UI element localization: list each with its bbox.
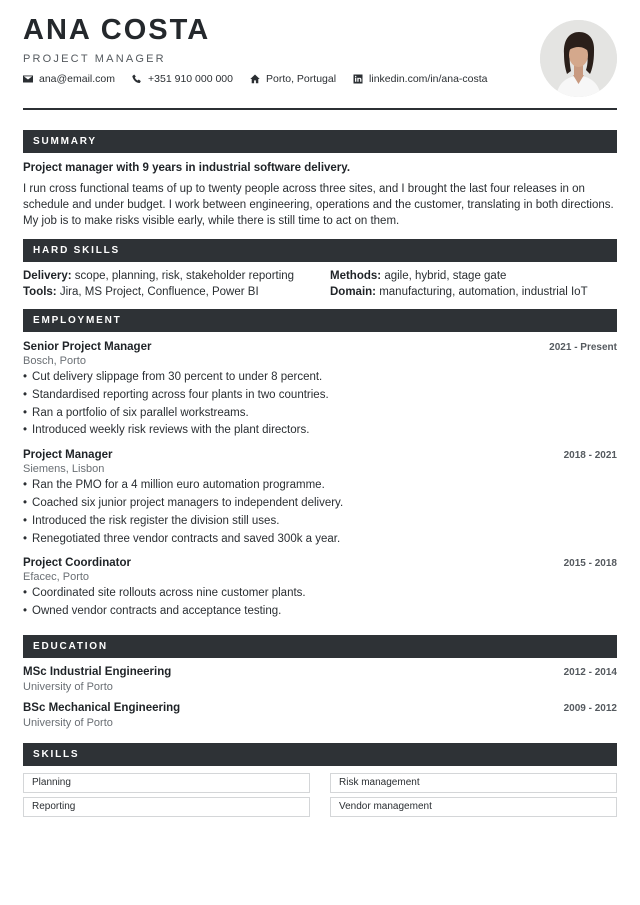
- job-bullet: • Standardised reporting across four plants in two countries.: [23, 387, 617, 405]
- job-title: Project Coordinator: [23, 557, 131, 570]
- linkedin-icon: [353, 74, 363, 84]
- job-title: Senior Project Manager: [23, 341, 152, 353]
- hard-skill-value: manufacturing, automation, industrial IoT: [379, 286, 588, 298]
- summary-text: I run cross functional teams of up to twenty people across three sites, and I brought the last four releases in on schedule and under budget. I work between engineering, operations and the customer, translating in both directions. My job is to make risks visible early, while there is still time to act on them.: [23, 183, 614, 227]
- contact-email[interactable]: [23, 73, 115, 85]
- contact-linkedin[interactable]: [353, 73, 487, 85]
- job-bullets: [23, 369, 617, 440]
- degree-dates: 2009 - 2012: [563, 702, 617, 714]
- degree-title: MSc Industrial Engineering: [23, 665, 172, 678]
- summary-lead: Project manager with 9 years in industrial software delivery.: [23, 162, 351, 174]
- hard-skill-item: [23, 286, 330, 298]
- skill-tag: Vendor management: [330, 797, 617, 817]
- degree-title: BSc Mechanical Engineering: [23, 701, 181, 714]
- hard-skill-value: scope, planning, risk, stakeholder reporting: [74, 270, 295, 282]
- job-entry: [23, 449, 617, 548]
- hard-skill-label: Tools:: [23, 286, 57, 298]
- job-bullet: • Ran the PMO for a 4 million euro automation programme.: [23, 477, 617, 495]
- job-entry: [23, 341, 617, 440]
- contact-phone-text: +351 910 000 000: [148, 73, 233, 85]
- education-entry: [23, 666, 617, 693]
- job-bullet: • Coordinated site rollouts across nine customer plants.: [23, 585, 617, 603]
- job-title: Project Manager: [23, 449, 113, 462]
- job-bullet: • Coached six junior project managers to independent delivery.: [23, 495, 617, 513]
- job-company: Efacec, Porto: [23, 571, 90, 584]
- contact-phone[interactable]: [132, 73, 233, 85]
- hard-skill-value: agile, hybrid, stage gate: [384, 270, 507, 282]
- employment-heading: EMPLOYMENT: [23, 309, 617, 332]
- hard-skill-item: [330, 286, 617, 298]
- job-bullet: • Ran a portfolio of six parallel workstreams.: [23, 405, 617, 423]
- job-entry: [23, 557, 617, 621]
- skill-tag: Reporting: [23, 797, 310, 817]
- job-bullet: • Introduced the risk register the division still uses.: [23, 513, 617, 531]
- education-heading: EDUCATION: [23, 635, 617, 658]
- job-bullet: • Renegotiated three vendor contracts and saved 300k a year.: [23, 531, 617, 549]
- hard-skill-label: Domain:: [330, 286, 376, 298]
- candidate-name: ANA COSTA: [23, 14, 211, 46]
- job-dates: 2015 - 2018: [563, 558, 617, 570]
- degree-institution: University of Porto: [23, 680, 113, 693]
- education-entry: [23, 702, 617, 729]
- candidate-title: PROJECT MANAGER: [23, 53, 166, 65]
- mail-icon: [23, 74, 33, 84]
- hard-skill-label: Delivery:: [23, 270, 72, 282]
- hard-skill-label: Methods:: [330, 270, 382, 282]
- contact-location: [250, 73, 336, 85]
- job-bullet: • Owned vendor contracts and acceptance testing.: [23, 603, 617, 621]
- phone-icon: [132, 74, 142, 84]
- hard-skills-heading: HARD SKILLS: [23, 239, 617, 262]
- hard-skill-value: Jira, MS Project, Confluence, Power BI: [59, 286, 259, 298]
- degree-dates: 2012 - 2014: [563, 666, 617, 678]
- contact-row: [23, 73, 505, 85]
- skill-tag: Risk management: [330, 773, 617, 793]
- hard-skill-item: [330, 270, 617, 282]
- skill-tag: Planning: [23, 773, 310, 793]
- contact-linkedin-text: linkedin.com/in/ana-costa: [369, 73, 488, 85]
- header-divider: [23, 108, 617, 110]
- contact-email-text: ana@email.com: [39, 73, 116, 85]
- job-company: Bosch, Porto: [23, 355, 86, 367]
- profile-photo: [540, 20, 617, 97]
- hard-skill-item: [23, 270, 330, 282]
- job-bullet: • Cut delivery slippage from 30 percent to under 8 percent.: [23, 369, 617, 387]
- degree-institution: University of Porto: [23, 716, 113, 729]
- job-company: Siemens, Lisbon: [23, 463, 105, 476]
- hard-skills-grid: [23, 270, 617, 298]
- job-bullet: • Introduced weekly risk reviews with the plant directors.: [23, 422, 617, 440]
- job-bullets: [23, 585, 617, 621]
- resume-header: [23, 0, 617, 110]
- contact-location-text: Porto, Portugal: [266, 73, 337, 85]
- job-bullets: [23, 477, 617, 548]
- summary-heading: SUMMARY: [23, 130, 617, 153]
- skills-grid: [23, 773, 617, 817]
- skills-heading: SKILLS: [23, 743, 617, 766]
- job-dates: 2018 - 2021: [563, 450, 617, 462]
- job-dates: 2021 - Present: [549, 342, 617, 353]
- home-icon: [250, 74, 260, 84]
